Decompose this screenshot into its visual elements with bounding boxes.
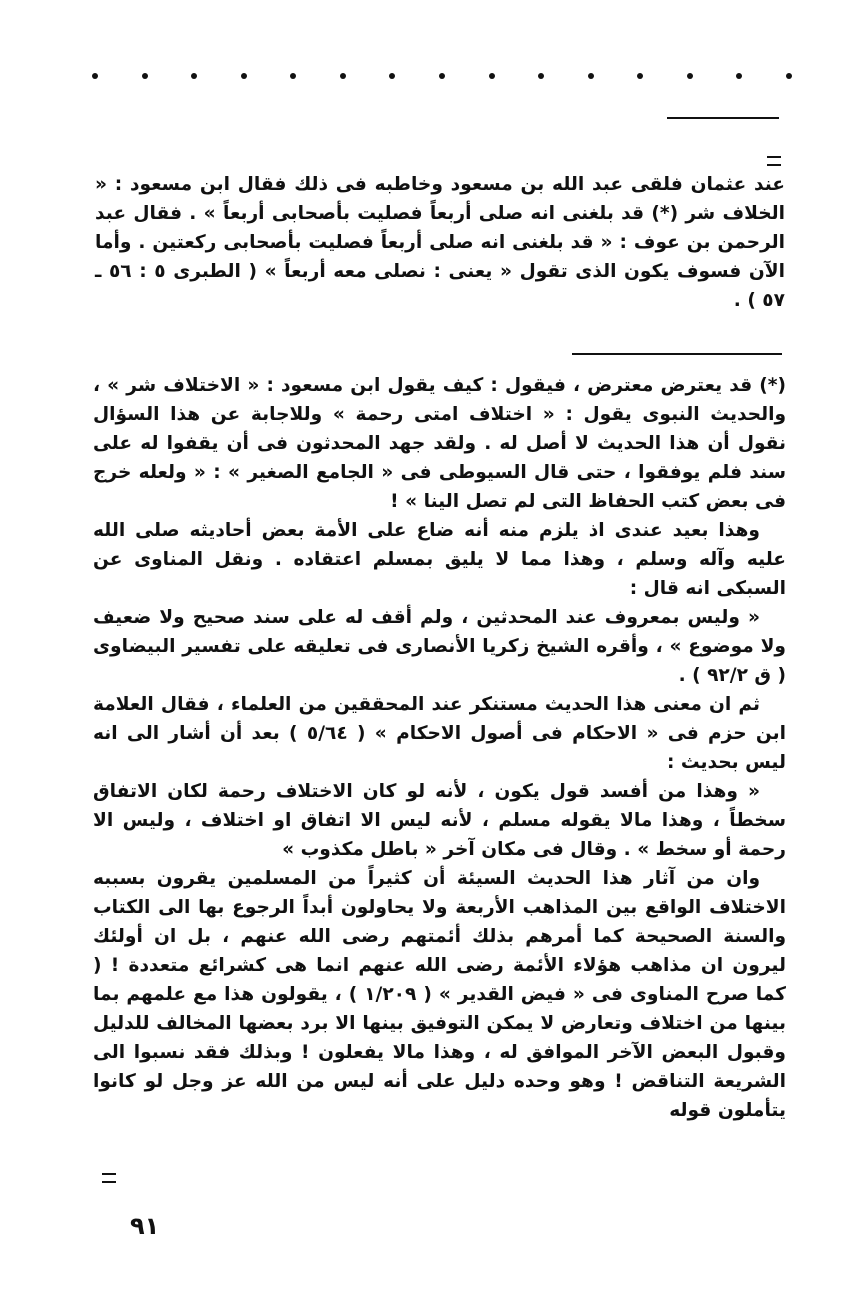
footnote-quote-subki: « وليس بمعروف عند المحدثين ، ولم أقف له على سند صحيح ولا ضعيف ولا موضوع » ، وأقره الشيخ زكريا الأنصارى فى تعليقه على تفسير البيضاوى ( ق ٩٢/٢ ) .	[93, 607, 786, 686]
separator-dot	[538, 73, 544, 79]
top-rule	[667, 117, 779, 119]
page-number: ٩١	[130, 1212, 160, 1240]
separator-dot	[786, 73, 792, 79]
separator-dot	[637, 73, 643, 79]
footnote-separator-rule	[572, 353, 782, 355]
separator-dot	[340, 73, 346, 79]
separator-dot	[142, 73, 148, 79]
main-paragraph: عند عثمان فلقى عبد الله بن مسعود وخاطبه فى ذلك فقال ابن مسعود : « الخلاف شر (*) قد بلغنى انه صلى أربعاً فصليت بأصحابى أربعاً » . فقال عبد الرحمن بن عوف : « قد بلغنى انه صلى أربعاً فصليت بأصحابى ركعتين . وأما الآن فسوف يكون الذى تقول « يعنى : نصلى معه أربعاً » ( الطبرى ٥ : ٥٦ ـ ٥٧ ) .	[95, 174, 785, 311]
footnote-paragraph-1: (*) قد يعترض معترض ، فيقول : كيف يقول ابن مسعود : « الاختلاف شر » ، والحديث النبوى يقول : « اختلاف امتى رحمة » وللاجابة عن هذا السؤال نقول أن هذا الحديث لا أصل له . ولقد جهد المحدثون فى أن يقفوا له على سند فلم يوفقوا ، حتى قال السيوطى فى « الجامع الصغير » : « ولعله خرج فى بعض كتب الحفاظ التى لم تصل الينا » !	[93, 375, 786, 512]
separator-dot	[439, 73, 445, 79]
separator-dot	[389, 73, 395, 79]
footnote-paragraph-3: ثم ان معنى هذا الحديث مستنكر عند المحققين من العلماء ، فقال العلامة ابن حزم فى « الاحكام فى أصول الاحكام » ( ٥/٦٤ ) بعد أن أشار الى انه ليس بحديث :	[93, 694, 787, 773]
separator-dot	[191, 73, 197, 79]
footnote-quote-ibn-hazm: « وهذا من أفسد قول يكون ، لأنه لو كان الاختلاف رحمة لكان الاتفاق سخطاً ، وهذا مالا يقوله مسلم ، لأنه ليس الا اتفاق او اختلاف ، وليس الا رحمة أو سخط » . وقال فى مكان آخر « باطل مكذوب »	[93, 781, 786, 860]
separator-dot	[92, 73, 98, 79]
footnote-block	[93, 371, 786, 1125]
separator-dot	[241, 73, 247, 79]
dotted-separator	[92, 66, 792, 86]
footnote-paragraph-4: وان من آثار هذا الحديث السيئة أن كثيراً من المسلمين يقرون بسببه الاختلاف الواقع بين المذاهب الأربعة ولا يحاولون أبداً الرجوع بها الى الكتاب والسنة الصحيحة كما أمرهم بذلك أئمتهم رضى الله عنهم ، بل ان أولئك ليرون ان مذاهب هؤلاء الأئمة رضى الله عنهم انما هى كشرائع متعددة ! ( كما صرح المناوى فى « فيض القدير » ( ١/٢٠٩ ) ، يقولون هذا مع علمهم بما بينها من اختلاف وتعارض لا يمكن التوفيق بينها الا برد بعضها المخالف للدليل وقبول البعض الآخر الموافق له ، وهذا مالا يفعلون ! وبذلك فقد نسبوا الى الشريعة التناقض ! وهو وحده دليل على أنه ليس من الله عز وجل لو كانوا يتأملون قوله	[93, 868, 786, 1121]
separator-dot	[687, 73, 693, 79]
footnote-paragraph-2: وهذا بعيد عندى اذ يلزم منه أنه ضاع على الأمة بعض أحاديثه صلى الله عليه وآله وسلم ، وهذا مما لا يليق بمسلم اعتقاده . ونقل المناوى عن السبكى انه قال :	[93, 520, 786, 599]
continuation-mark-bottom	[102, 1173, 116, 1183]
separator-dot	[290, 73, 296, 79]
continuation-mark-top	[767, 156, 781, 166]
separator-dot	[736, 73, 742, 79]
separator-dot	[489, 73, 495, 79]
separator-dot	[588, 73, 594, 79]
